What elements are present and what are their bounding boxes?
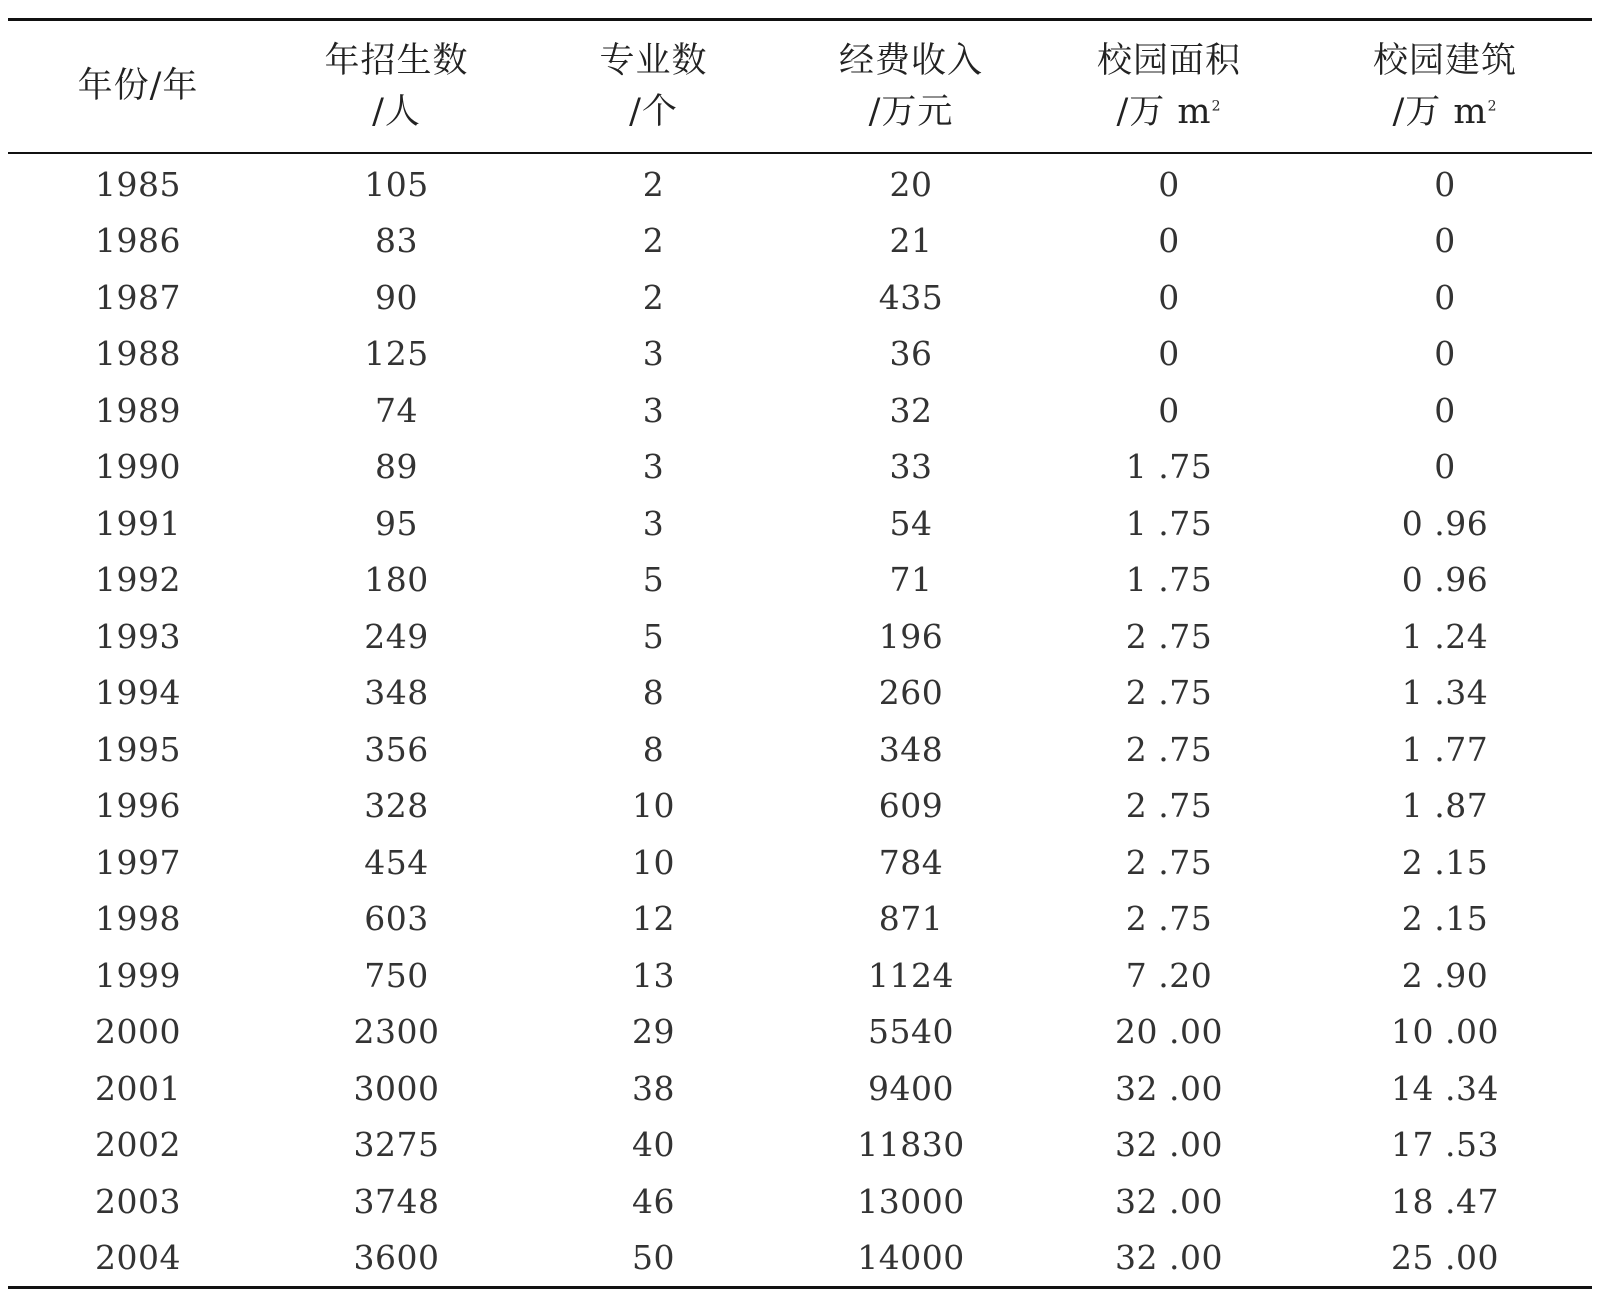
- cell-majors: 3: [642, 390, 665, 430]
- table-row: [8, 269, 1592, 326]
- header-enrollment-line1: 年招生数: [324, 40, 469, 81]
- cell-building-area: 1 .77: [1401, 729, 1489, 769]
- cell-building-area: 0 .96: [1401, 503, 1489, 543]
- table-row: [8, 665, 1592, 722]
- header-campus-area-line2: [1040, 87, 1298, 138]
- cell-building-area: 14 .34: [1391, 1068, 1499, 1108]
- cell-campus-area: 0: [1158, 277, 1180, 317]
- cell-year: 1992: [95, 560, 181, 600]
- cell-enrollment: 348: [364, 673, 429, 713]
- cell-majors: 2: [642, 277, 665, 317]
- table-row: [8, 1230, 1592, 1287]
- cell-funding: 609: [878, 786, 944, 826]
- cell-year: 1994: [95, 673, 181, 713]
- cell-campus-area: 0: [1158, 334, 1180, 374]
- table-row: [8, 834, 1592, 891]
- cell-campus-area: 20 .00: [1115, 1012, 1223, 1052]
- cell-enrollment: 125: [364, 334, 429, 374]
- header-funding-unit: /万元: [868, 91, 954, 132]
- cell-building-area: 17 .53: [1391, 1125, 1499, 1165]
- cell-building-area: 2 .15: [1401, 842, 1489, 882]
- cell-majors: 46: [632, 1181, 675, 1221]
- cell-campus-area: 1 .75: [1125, 503, 1213, 543]
- cell-campus-area: 2 .75: [1125, 899, 1213, 939]
- cell-campus-area: 1 .75: [1125, 447, 1213, 487]
- header-year-line1: 年份/年: [77, 66, 199, 106]
- cell-enrollment: 89: [375, 447, 418, 487]
- header-majors-unit: /个: [629, 91, 678, 132]
- table-header-row: [8, 21, 1592, 152]
- cell-building-area: 0: [1434, 221, 1456, 261]
- cell-funding: 5540: [868, 1012, 954, 1052]
- cell-majors: 12: [632, 899, 675, 939]
- cell-enrollment: 90: [375, 277, 418, 317]
- header-campus-area: [1040, 21, 1298, 152]
- cell-funding: 196: [878, 616, 944, 656]
- cell-majors: 10: [632, 842, 675, 882]
- cell-building-area: 1 .34: [1401, 673, 1489, 713]
- header-campus-area-unit-superscript: 2: [1211, 97, 1222, 114]
- cell-campus-area: 2 .75: [1125, 842, 1213, 882]
- cell-enrollment: 3000: [353, 1068, 440, 1108]
- header-funding-line2: [782, 87, 1040, 138]
- cell-year: 1990: [95, 447, 181, 487]
- cell-campus-area: 2 .75: [1125, 673, 1213, 713]
- cell-building-area: 0 .96: [1401, 560, 1489, 600]
- cell-enrollment: 74: [375, 390, 418, 430]
- cell-enrollment: 454: [364, 842, 429, 882]
- header-year: [8, 21, 268, 152]
- cell-funding: 33: [889, 447, 933, 487]
- cell-campus-area: 2 .75: [1125, 616, 1213, 656]
- cell-building-area: 0: [1434, 447, 1456, 487]
- table-row: [8, 552, 1592, 609]
- cell-campus-area: 2 .75: [1125, 786, 1213, 826]
- cell-building-area: 2 .90: [1401, 955, 1489, 995]
- cell-campus-area: 0: [1158, 390, 1180, 430]
- cell-enrollment: 105: [364, 164, 429, 204]
- cell-enrollment: 249: [364, 616, 429, 656]
- cell-funding: 435: [878, 277, 944, 317]
- cell-funding: 21: [889, 221, 933, 261]
- cell-campus-area: 7 .20: [1125, 955, 1213, 995]
- header-majors: [525, 21, 782, 152]
- header-campus-area-unit: /万 m: [1116, 91, 1212, 132]
- cell-building-area: 0: [1434, 164, 1456, 204]
- cell-year: 1987: [95, 277, 181, 317]
- cell-majors: 8: [642, 729, 665, 769]
- cell-funding: 9400: [868, 1068, 954, 1108]
- cell-majors: 3: [642, 447, 665, 487]
- cell-funding: 32: [889, 390, 933, 430]
- cell-year: 1989: [95, 390, 181, 430]
- header-building-area: [1298, 21, 1592, 152]
- cell-majors: 10: [632, 786, 675, 826]
- cell-majors: 38: [632, 1068, 675, 1108]
- cell-enrollment: 95: [375, 503, 418, 543]
- cell-majors: 5: [642, 560, 665, 600]
- header-building-area-line2: [1298, 87, 1592, 138]
- cell-funding: 36: [889, 334, 933, 374]
- cell-year: 1988: [95, 334, 181, 374]
- cell-year: 2003: [95, 1181, 181, 1221]
- cell-funding: 20: [889, 164, 933, 204]
- table-row: [8, 152, 1592, 213]
- cell-campus-area: 2 .75: [1125, 729, 1213, 769]
- cell-building-area: 25 .00: [1391, 1238, 1499, 1278]
- cell-enrollment: 180: [364, 560, 429, 600]
- cell-year: 1996: [95, 786, 181, 826]
- cell-year: 1991: [95, 503, 181, 543]
- header-funding-line1: 经费收入: [838, 40, 983, 81]
- cell-building-area: 0: [1434, 334, 1456, 374]
- header-majors-line1: 专业数: [599, 40, 708, 81]
- cell-enrollment: 3748: [353, 1181, 440, 1221]
- cell-enrollment: 603: [364, 899, 429, 939]
- table-row: [8, 1117, 1592, 1174]
- table-body: [8, 152, 1592, 1286]
- cell-building-area: 0: [1434, 390, 1456, 430]
- cell-year: 2004: [95, 1238, 181, 1278]
- cell-funding: 11830: [857, 1125, 965, 1165]
- table-row: [8, 1004, 1592, 1061]
- cell-funding: 13000: [857, 1181, 965, 1221]
- cell-funding: 784: [878, 842, 944, 882]
- cell-year: 1985: [95, 164, 181, 204]
- cell-year: 1997: [95, 842, 181, 882]
- header-enrollment: [268, 21, 525, 152]
- table-row: [8, 947, 1592, 1004]
- cell-funding: 54: [889, 503, 933, 543]
- table-row: [8, 326, 1592, 383]
- cell-campus-area: 1 .75: [1125, 560, 1213, 600]
- table-row: [8, 495, 1592, 552]
- cell-majors: 8: [642, 673, 665, 713]
- cell-funding: 71: [889, 560, 933, 600]
- table-bottom-rule: [8, 1286, 1592, 1289]
- cell-enrollment: 83: [375, 221, 418, 261]
- cell-campus-area: 32 .00: [1115, 1068, 1223, 1108]
- table-row: [8, 721, 1592, 778]
- table-row: [8, 382, 1592, 439]
- cell-enrollment: 328: [364, 786, 429, 826]
- cell-year: 2002: [95, 1125, 181, 1165]
- cell-building-area: 10 .00: [1391, 1012, 1499, 1052]
- cell-building-area: 1 .87: [1401, 786, 1489, 826]
- cell-year: 1999: [95, 955, 181, 995]
- table-row: [8, 439, 1592, 496]
- cell-campus-area: 32 .00: [1115, 1238, 1223, 1278]
- cell-majors: 3: [642, 334, 665, 374]
- header-majors-line2: [525, 87, 782, 138]
- table-row: [8, 891, 1592, 948]
- cell-year: 2000: [95, 1012, 181, 1052]
- cell-funding: 260: [878, 673, 944, 713]
- cell-enrollment: 356: [364, 729, 429, 769]
- header-building-area-unit-superscript: 2: [1487, 97, 1498, 114]
- cell-year: 1995: [95, 729, 181, 769]
- cell-building-area: 18 .47: [1391, 1181, 1499, 1221]
- cell-enrollment: 2300: [353, 1012, 440, 1052]
- cell-enrollment: 750: [364, 955, 429, 995]
- cell-enrollment: 3275: [353, 1125, 440, 1165]
- table-row: [8, 1060, 1592, 1117]
- cell-majors: 50: [632, 1238, 675, 1278]
- header-enrollment-unit: /人: [372, 91, 421, 132]
- cell-campus-area: 32 .00: [1115, 1181, 1223, 1221]
- header-funding: [782, 21, 1040, 152]
- cell-campus-area: 32 .00: [1115, 1125, 1223, 1165]
- table-row: [8, 608, 1592, 665]
- header-building-area-line1: 校园建筑: [1372, 40, 1517, 81]
- cell-year: 1993: [95, 616, 181, 656]
- cell-majors: 2: [642, 164, 665, 204]
- header-enrollment-line2: [268, 87, 525, 138]
- cell-majors: 3: [642, 503, 665, 543]
- cell-majors: 5: [642, 616, 665, 656]
- cell-year: 1998: [95, 899, 181, 939]
- header-building-area-unit: /万 m: [1392, 91, 1488, 132]
- cell-year: 2001: [95, 1068, 181, 1108]
- cell-funding: 14000: [857, 1238, 965, 1278]
- data-table: [8, 21, 1592, 1286]
- table-row: [8, 213, 1592, 270]
- table-row: [8, 1173, 1592, 1230]
- cell-funding: 871: [878, 899, 944, 939]
- cell-building-area: 0: [1434, 277, 1456, 317]
- cell-year: 1986: [95, 221, 181, 261]
- cell-funding: 348: [878, 729, 944, 769]
- header-campus-area-line1: 校园面积: [1096, 40, 1241, 81]
- cell-funding: 1124: [868, 955, 954, 995]
- cell-campus-area: 0: [1158, 164, 1180, 204]
- cell-building-area: 2 .15: [1401, 899, 1489, 939]
- cell-majors: 29: [632, 1012, 675, 1052]
- cell-majors: 2: [642, 221, 665, 261]
- cell-building-area: 1 .24: [1401, 616, 1489, 656]
- cell-campus-area: 0: [1158, 221, 1180, 261]
- cell-majors: 13: [632, 955, 675, 995]
- cell-majors: 40: [632, 1125, 675, 1165]
- cell-enrollment: 3600: [353, 1238, 440, 1278]
- table-row: [8, 778, 1592, 835]
